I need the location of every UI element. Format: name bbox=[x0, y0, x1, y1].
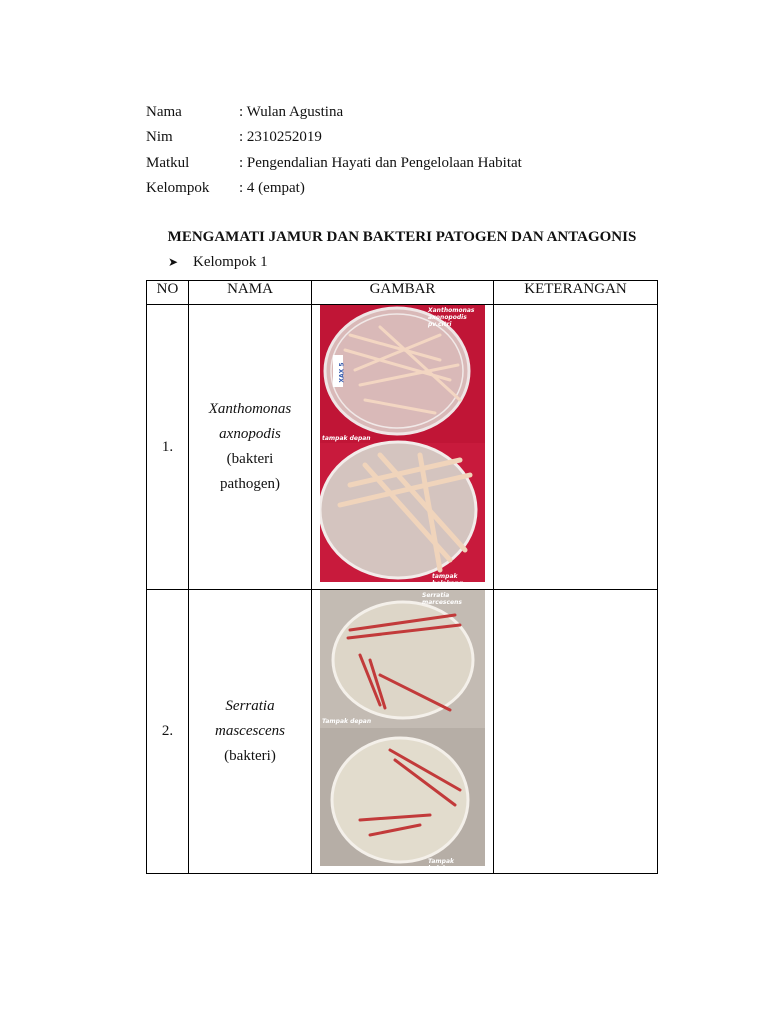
group-label: Kelompok 1 bbox=[193, 254, 268, 270]
info-value: : Wulan Agustina bbox=[239, 104, 344, 121]
info-value: : 4 (empat) bbox=[239, 180, 305, 197]
table-header-row bbox=[147, 281, 658, 305]
photo-cell bbox=[312, 305, 494, 590]
group-bullet bbox=[168, 254, 268, 271]
info-label: Nim bbox=[146, 129, 173, 146]
row-number: 1. bbox=[147, 305, 189, 590]
info-label: Kelompok bbox=[146, 180, 210, 197]
photo-caption: Tampak belakang bbox=[428, 858, 460, 872]
row-number: 2. bbox=[147, 590, 189, 874]
photo-caption: Tampak depan bbox=[322, 718, 372, 725]
document-title: MENGAMATI JAMUR DAN BAKTERI PATOGEN DAN ANTAGONIS bbox=[167, 229, 637, 245]
info-row-kelompok bbox=[146, 176, 522, 201]
organism-type: (bakteri) bbox=[224, 748, 276, 764]
photo-caption: Xanthomonas axonopodis pv.citri bbox=[428, 307, 475, 328]
keterangan-cell bbox=[494, 305, 658, 590]
plate-label: XAX 5 bbox=[338, 362, 346, 383]
info-value: : Pengendalian Hayati dan Pengelolaan Habitat bbox=[239, 154, 522, 171]
table-row bbox=[147, 590, 658, 874]
serratia-plate-photo bbox=[320, 590, 485, 872]
column-header-keterangan: KETERANGAN bbox=[494, 281, 658, 305]
photo-cell bbox=[312, 590, 494, 874]
organism-type: (bakteri bbox=[226, 451, 274, 467]
organism-name-cell bbox=[189, 305, 312, 590]
info-row-nim bbox=[146, 125, 522, 150]
petri-dish-image bbox=[320, 305, 485, 582]
organism-name-cell bbox=[189, 590, 312, 874]
observation-table bbox=[146, 280, 658, 874]
photo-caption: tampak depan bbox=[322, 435, 371, 442]
info-label: Nama bbox=[146, 104, 182, 121]
keterangan-cell bbox=[494, 590, 658, 874]
info-label: Matkul bbox=[146, 154, 190, 171]
scientific-name: axnopodis bbox=[219, 426, 281, 442]
column-header-no: NO bbox=[147, 281, 189, 305]
info-row-matkul bbox=[146, 151, 522, 176]
petri-dish-image bbox=[320, 590, 485, 866]
arrow-bullet-icon: ➤ bbox=[168, 255, 179, 269]
info-row-nama bbox=[146, 100, 522, 125]
scientific-name: Serratia bbox=[225, 698, 275, 714]
column-header-gambar: GAMBAR bbox=[312, 281, 494, 305]
xanthomonas-plate-photo bbox=[320, 305, 485, 587]
photo-caption: tampak belakang bbox=[432, 573, 464, 587]
table-row bbox=[147, 305, 658, 590]
scientific-name: Xanthomonas bbox=[208, 401, 292, 417]
organism-type: pathogen) bbox=[220, 476, 280, 492]
info-value: : 2310252019 bbox=[239, 129, 322, 146]
student-info bbox=[146, 100, 522, 201]
scientific-name: mascescens bbox=[215, 723, 285, 739]
column-header-nama: NAMA bbox=[189, 281, 312, 305]
photo-caption: Serratia marcescens bbox=[422, 592, 462, 606]
